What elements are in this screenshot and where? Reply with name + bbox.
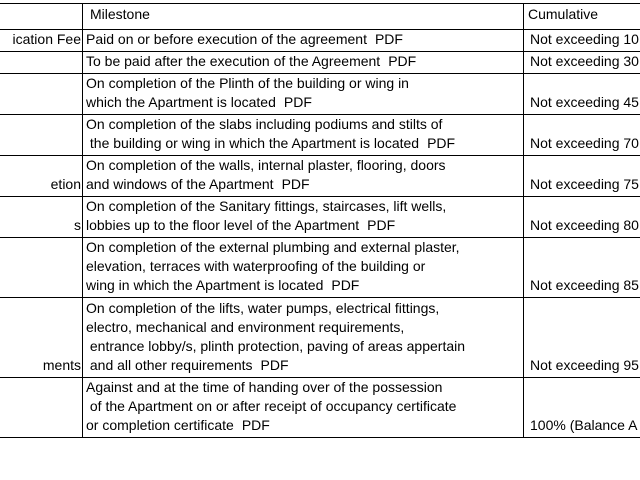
stage-cell — [0, 378, 83, 438]
milestone-text: On completion of the Plinth of the building or wing in — [86, 75, 409, 91]
milestone-line — [86, 156, 523, 175]
milestone-text: On completion of the lifts, water pumps, electrical fittings, — [86, 300, 440, 316]
milestone-line — [86, 197, 523, 216]
pdf-link[interactable]: PDF — [367, 217, 396, 233]
pdf-link[interactable]: PDF — [388, 53, 417, 69]
milestone-line — [86, 378, 523, 397]
milestone-line — [86, 93, 523, 112]
milestone-text: entrance lobby/s, plinth protection, paving of areas appertain — [86, 338, 466, 354]
milestone-line — [86, 356, 523, 375]
payment-schedule-table — [0, 3, 640, 438]
stage-cell: ication Fee — [0, 30, 83, 52]
stage-cell: s — [0, 197, 83, 238]
milestone-text: To be paid after the execution of the Agreement — [86, 53, 381, 69]
milestone-text: Paid on or before execution of the agreement — [86, 31, 367, 47]
milestone-line — [86, 299, 523, 318]
pdf-link[interactable]: PDF — [281, 176, 310, 192]
cumulative-cell: Not exceeding 80 — [524, 197, 640, 238]
table-row — [0, 378, 640, 438]
cumulative-cell: Not exceeding 30 — [524, 52, 640, 74]
milestone-text: elevation, terraces with waterproofing of the building or — [86, 258, 426, 274]
table-row — [0, 115, 640, 156]
stage-cell: ments — [0, 298, 83, 378]
pdf-link[interactable]: PDF — [283, 94, 312, 110]
milestone-text: electro, mechanical and environment requirements, — [86, 319, 405, 335]
milestone-line — [86, 276, 523, 295]
milestone-text: On completion of the walls, internal plaster, flooring, doors — [86, 157, 446, 173]
table-row — [0, 156, 640, 197]
stage-cell — [0, 115, 83, 156]
stage-cell: etion — [0, 156, 83, 197]
milestone-cell — [83, 298, 524, 378]
milestone-cell — [83, 238, 524, 298]
milestone-line — [86, 175, 523, 194]
milestone-text: Against and at the time of handing over of the possession — [86, 379, 443, 395]
pdf-link[interactable]: PDF — [374, 31, 403, 47]
table-row — [0, 197, 640, 238]
cumulative-cell: Not exceeding 75 — [524, 156, 640, 197]
milestone-line — [86, 238, 523, 257]
milestone-cell — [83, 30, 524, 52]
cumulative-cell: Not exceeding 95 — [524, 298, 640, 378]
milestone-line — [86, 74, 523, 93]
milestone-cell — [83, 156, 524, 197]
pdf-link[interactable]: PDF — [331, 277, 360, 293]
pdf-link[interactable]: PDF — [260, 357, 289, 373]
milestone-text: On completion of the slabs including podiums and stilts of — [86, 116, 443, 132]
milestone-line — [86, 134, 523, 153]
header-cumulative: Cumulative — [524, 4, 640, 30]
milestone-text: lobbies up to the floor level of the Apartment — [86, 217, 360, 233]
pdf-link[interactable]: PDF — [241, 417, 270, 433]
table-row — [0, 30, 640, 52]
pdf-link[interactable]: PDF — [427, 135, 456, 151]
cumulative-cell: 100% (Balance A — [524, 378, 640, 438]
milestone-text: On completion of the external plumbing and external plaster, — [86, 239, 460, 255]
milestone-line — [86, 216, 523, 235]
cumulative-cell: Not exceeding 45 — [524, 74, 640, 115]
table-row — [0, 52, 640, 74]
milestone-text: and windows of the Apartment — [86, 176, 274, 192]
milestone-line — [86, 416, 523, 435]
milestone-text: and all other requirements — [86, 357, 253, 373]
milestone-text: which the Apartment is located — [86, 94, 276, 110]
table-row — [0, 238, 640, 298]
milestone-line — [86, 52, 523, 71]
cumulative-cell: Not exceeding 70 — [524, 115, 640, 156]
stage-cell — [0, 74, 83, 115]
milestone-line — [86, 337, 523, 356]
milestone-cell — [83, 378, 524, 438]
header-milestone: Milestone — [83, 4, 524, 30]
stage-cell — [0, 52, 83, 74]
milestone-cell — [83, 197, 524, 238]
milestone-cell — [83, 52, 524, 74]
milestone-line — [86, 30, 523, 49]
milestone-text: On completion of the Sanitary fittings, staircases, lift wells, — [86, 198, 447, 214]
header-stage — [0, 4, 83, 30]
milestone-text: the building or wing in which the Apartment is located — [86, 135, 420, 151]
milestone-text: wing in which the Apartment is located — [86, 277, 324, 293]
milestone-text: or completion certificate — [86, 417, 234, 433]
table-row — [0, 298, 640, 378]
cumulative-cell: Not exceeding 10 — [524, 30, 640, 52]
table-row — [0, 74, 640, 115]
milestone-line — [86, 257, 523, 276]
milestone-line — [86, 397, 523, 416]
milestone-cell — [83, 74, 524, 115]
milestone-text: of the Apartment on or after receipt of occupancy certificate — [86, 398, 457, 414]
table-header-row — [0, 4, 640, 30]
milestone-cell — [83, 115, 524, 156]
stage-cell — [0, 238, 83, 298]
cumulative-cell: Not exceeding 85 — [524, 238, 640, 298]
milestone-line — [86, 115, 523, 134]
milestone-line — [86, 318, 523, 337]
